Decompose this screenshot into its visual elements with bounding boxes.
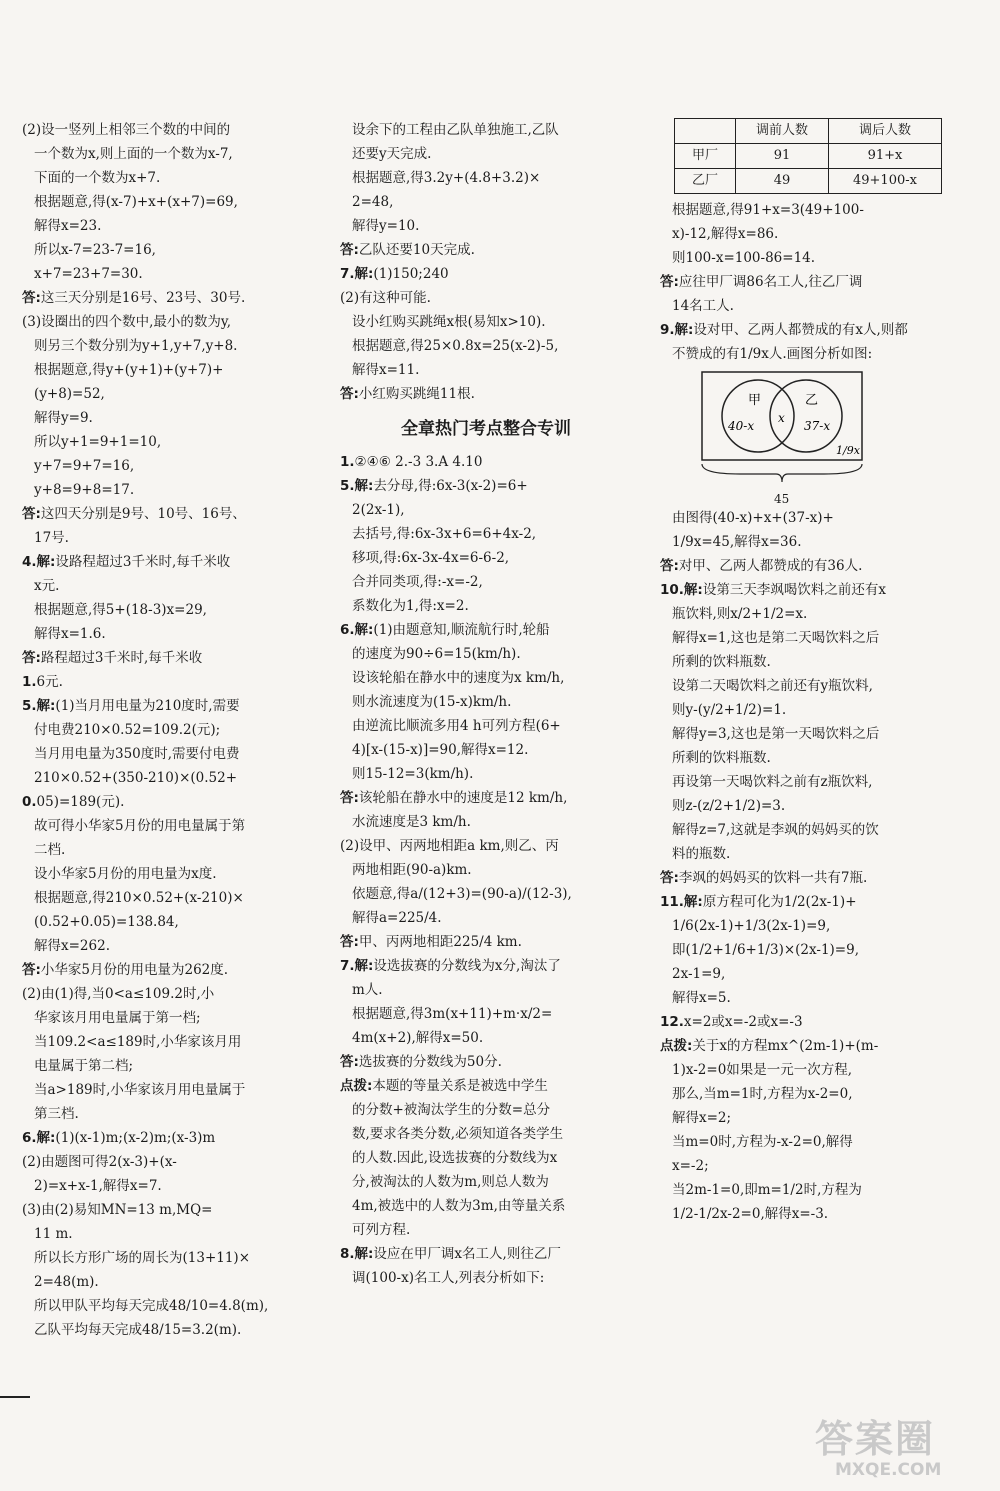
table-cell: 调前人数: [736, 119, 829, 144]
text-line: 答:应往甲厂调86名工人,往乙厂调: [660, 274, 863, 290]
text-line: 第三档.: [34, 1106, 79, 1122]
text-line: 2x-1=9,: [672, 966, 726, 982]
text-line: 4m,被选中的人数为3m,由等量关系: [352, 1198, 566, 1214]
text-line: 则水流速度为(15-x)km/h.: [352, 694, 512, 710]
text-line: 答:选拔赛的分数线为50分.: [340, 1054, 502, 1070]
text-line: 那么,当m=1时,方程为x-2=0,: [672, 1086, 853, 1102]
text-line: 6.解:(1)(x-1)m;(x-2)m;(x-3)m: [22, 1130, 216, 1146]
text-line: 2=48,: [352, 194, 394, 210]
venn-svg: [700, 370, 870, 488]
text-line: 解得x=23.: [34, 218, 102, 234]
text-line: 则100-x=100-86=14.: [672, 250, 816, 266]
text-line: x=-2;: [672, 1158, 709, 1174]
text-line: 的分数+被淘汰学生的分数=总分: [352, 1102, 551, 1118]
text-line: 设小红购买跳绳x根(易知x>10).: [352, 314, 546, 330]
text-line: 答:该轮船在静水中的速度是12 km/h,: [340, 790, 568, 806]
text-line: 下面的一个数为x+7.: [34, 170, 161, 186]
text-line: 所以甲队平均每天完成48/10=4.8(m),: [34, 1298, 269, 1314]
text-line: 依题意,得a/(12+3)=(90-a)/(12-3),: [352, 886, 572, 902]
text-line: 当a>189时,小华家该月用电量属于: [34, 1082, 246, 1098]
text-line: 解得x=2;: [672, 1110, 732, 1126]
text-line: 解得z=7,这就是李飒的妈妈买的饮: [672, 822, 879, 838]
text-line: 则y-(y/2+1/2)=1.: [672, 702, 787, 718]
text-line: 根据题意,得5+(18-3)x=29,: [34, 602, 207, 618]
venn-diagram: [700, 370, 956, 506]
text-line: x+7=23+7=30.: [34, 266, 143, 282]
text-line: 解得x=11.: [352, 362, 420, 378]
text-line: 设第二天喝饮料之前还有y瓶饮料,: [672, 678, 873, 694]
text-line: 即(1/2+1/6+1/3)×(2x-1)=9,: [672, 942, 859, 958]
text-line: 5.解:去分母,得:6x-3(x-2)=6+: [340, 478, 528, 494]
text-line: 不赞成的有1/9x人.画图分析如图:: [672, 346, 873, 362]
text-line: 答:小红购买跳绳11根.: [340, 386, 475, 402]
text-line: 答:对甲、乙两人都赞成的有36人.: [660, 558, 863, 574]
text-line: 一个数为x,则上面的一个数为x-7,: [34, 146, 233, 162]
table-cell: 91+x: [829, 144, 942, 169]
table-row: [675, 144, 942, 169]
venn-label-a: 甲: [748, 393, 762, 408]
text-line: x)-12,解得x=86.: [672, 226, 779, 242]
venn-total: 45: [774, 492, 790, 506]
text-line: 数,要求各类分数,必须知道各类学生: [352, 1126, 564, 1142]
text-line: 两地相距(90-a)km.: [352, 862, 472, 878]
text-line: 去括号,得:6x-3x+6=6+4x-2,: [352, 526, 537, 542]
text-line: 2)=x+x-1,解得x=7.: [34, 1178, 162, 1194]
text-line: 分,被淘汰的人数为m,则总人数为: [352, 1174, 549, 1190]
table-cell: 调后人数: [829, 119, 942, 144]
text-line: 故可得小华家5月份的用电量属于第: [34, 818, 246, 834]
text-line: 1.②④⑥ 2.-3 3.A 4.10: [340, 454, 483, 470]
text-line: 还要y天完成.: [352, 146, 432, 162]
venn-brace: [702, 464, 862, 482]
text-line: 根据题意,得210×0.52+(x-210)×: [34, 890, 244, 906]
worker-distribution-table: [674, 118, 942, 194]
text-line: 根据题意,得y+(y+1)+(y+7)+: [34, 362, 224, 378]
text-line: 的速度为90÷6=15(km/h).: [352, 646, 521, 662]
text-line: 答:李飒的妈妈买的饮料一共有7瓶.: [660, 870, 868, 886]
text-line: 解得x=5.: [672, 990, 731, 1006]
text-line: 解得a=225/4.: [352, 910, 442, 926]
text-line: 瓶饮料,则x/2+1/2=x.: [672, 606, 808, 622]
text-line: 由逆流比顺流多用4 h可列方程(6+: [352, 718, 561, 734]
text-line: 解得y=3,这也是第一天喝饮料之后: [672, 726, 880, 742]
text-line: 二档.: [34, 842, 66, 858]
section-heading: 全章热门考点整合专训: [401, 419, 571, 439]
text-line: m人.: [352, 982, 383, 998]
site-watermark: [815, 1418, 990, 1486]
text-line: 2=48(m).: [34, 1274, 99, 1290]
text-line: 所以y+1=9+1=10,: [34, 434, 162, 450]
text-line: (0.52+0.05)=138.84,: [34, 914, 179, 930]
table-cell: 49+100-x: [829, 169, 942, 194]
text-line: x元.: [34, 578, 60, 594]
text-line: 所剩的饮料瓶数.: [672, 750, 771, 766]
text-line: 当2m-1=0,即m=1/2时,方程为: [672, 1182, 862, 1198]
text-line: 答:乙队还要10天完成.: [340, 242, 475, 258]
text-line: y+8=9+8=17.: [34, 482, 135, 498]
column-right: [660, 118, 956, 1226]
text-line: 所以x-7=23-7=16,: [34, 242, 156, 258]
column-middle: [340, 118, 632, 1290]
text-line: 可列方程.: [352, 1222, 411, 1238]
text-line: 4.解:设路程超过3千米时,每千米收: [22, 554, 231, 570]
table-cell: 乙厂: [675, 169, 736, 194]
text-line: 设余下的工程由乙队单独施工,乙队: [352, 122, 559, 138]
table-row: [675, 169, 942, 194]
text-line: 设该轮船在静水中的速度为x km/h,: [352, 670, 565, 686]
text-line: 点拨:关于x的方程mx^(2m-1)+(m-: [660, 1038, 879, 1054]
text-line: 4m(x+2),解得x=50.: [352, 1030, 484, 1046]
table-cell: 甲厂: [675, 144, 736, 169]
text-line: 则z-(z/2+1/2)=3.: [672, 798, 786, 814]
text-line: 由图得(40-x)+x+(37-x)+: [672, 510, 834, 526]
text-line: (y+8)=52,: [34, 386, 105, 402]
text-line: (2)由(1)得,当0<a≤109.2时,小: [22, 986, 215, 1002]
text-line: 所剩的饮料瓶数.: [672, 654, 771, 670]
text-line: 6.解:(1)由题意知,顺流航行时,轮船: [340, 622, 550, 638]
text-line: 根据题意,得3.2y+(4.8+3.2)×: [352, 170, 541, 186]
text-line: 则另三个数分别为y+1,y+7,y+8.: [34, 338, 238, 354]
text-line: 乙队平均每天完成48/15=3.2(m).: [34, 1322, 242, 1338]
table-cell: 91: [736, 144, 829, 169]
column-left: [22, 118, 280, 1342]
table-cell: 49: [736, 169, 829, 194]
text-line: 210×0.52+(350-210)×(0.52+: [34, 770, 238, 786]
text-line: 合并同类项,得:-x=-2,: [352, 574, 483, 590]
text-line: 11 m.: [34, 1226, 73, 1242]
text-line: 根据题意,得(x-7)+x+(x+7)=69,: [34, 194, 238, 210]
text-line: 解得y=10.: [352, 218, 420, 234]
text-line: 答:小华家5月份的用电量为262度.: [22, 962, 229, 978]
text-line: 根据题意,得91+x=3(49+100-: [672, 202, 864, 218]
text-line: 根据题意,得3m(x+11)+m·x/2=: [352, 1006, 553, 1022]
text-line: 14名工人.: [672, 298, 734, 314]
text-line: 解得x=1.6.: [34, 626, 106, 642]
text-line: 解得x=1,这也是第二天喝饮料之后: [672, 630, 880, 646]
venn-region-both: x: [778, 411, 785, 425]
text-line: (2)有这种可能.: [340, 290, 431, 306]
text-line: 1.6元.: [22, 674, 63, 690]
text-line: 7.解:(1)150;240: [340, 266, 449, 282]
text-line: 17号.: [34, 530, 69, 546]
page-footer-rule: [0, 1396, 30, 1398]
text-line: 解得y=9.: [34, 410, 93, 426]
text-line: 华家该月用电量属于第一档;: [34, 1010, 201, 1026]
text-line: 2(2x-1),: [352, 502, 405, 518]
text-line: 答:这三天分别是16号、23号、30号.: [22, 290, 246, 306]
text-line: (3)由(2)易知MN=13 m,MQ=: [22, 1202, 213, 1218]
text-line: 设小华家5月份的用电量为x度.: [34, 866, 217, 882]
watermark-url: MXQE.COM: [835, 1460, 942, 1480]
text-line: 12.x=2或x=-2或x=-3: [660, 1014, 803, 1030]
text-line: 8.解:设应在甲厂调x名工人,则往乙厂: [340, 1246, 561, 1262]
text-line: 1/2-1/2x-2=0,解得x=-3.: [672, 1206, 829, 1222]
text-line: 的人数.因此,设选拔赛的分数线为x: [352, 1150, 558, 1166]
text-line: 答:这四天分别是9号、10号、16号、: [22, 506, 246, 522]
text-line: 5.解:(1)当月用电量为210度时,需要: [22, 698, 240, 714]
text-line: 料的瓶数.: [672, 846, 731, 862]
text-line: 再设第一天喝饮料之前有z瓶饮料,: [672, 774, 873, 790]
text-line: 付电费210×0.52=109.2(元);: [34, 722, 221, 738]
text-line: (2)设甲、丙两地相距a km,则乙、丙: [340, 838, 559, 854]
text-line: 根据题意,得25×0.8x=25(x-2)-5,: [352, 338, 559, 354]
text-line: 1/6(2x-1)+1/3(2x-1)=9,: [672, 918, 831, 934]
answers-9-12: [660, 506, 956, 1226]
venn-region-b-only: 37-x: [804, 419, 831, 433]
text-line: (2)由题图可得2(x-3)+(x-: [22, 1154, 177, 1170]
text-line: 0.05)=189(元).: [22, 794, 125, 810]
text-line: y+7=9+7=16,: [34, 458, 135, 474]
text-line: 当月用电量为350度时,需要付电费: [34, 746, 240, 762]
table-cell: [675, 119, 736, 144]
text-line: (2)设一竖列上相邻三个数的中间的: [22, 122, 231, 138]
text-line: 解得x=262.: [34, 938, 110, 954]
text-line: (3)设圈出的四个数中,最小的数为y,: [22, 314, 232, 330]
answers-8-9: [660, 198, 956, 366]
text-line: 电量属于第二档;: [34, 1058, 134, 1074]
text-line: 答:路程超过3千米时,每千米收: [22, 650, 203, 666]
text-line: 系数化为1,得:x=2.: [352, 598, 469, 614]
text-line: 调(100-x)名工人,列表分析如下:: [352, 1270, 545, 1286]
venn-region-neither: 1/9x: [836, 444, 860, 457]
text-line: 当109.2<a≤189时,小华家该月用: [34, 1034, 242, 1050]
side-stamp-decoration: [0, 820, 40, 1420]
text-line: 9.解:设对甲、乙两人都赞成的有x人,则都: [660, 322, 908, 338]
text-line: 1)x-2=0如果是一元一次方程,: [672, 1062, 853, 1078]
text-line: 11.解:原方程可化为1/2(2x-1)+: [660, 894, 857, 910]
text-line: 4)[x-(15-x)]=90,解得x=12.: [352, 742, 529, 758]
text-line: 1/9x=45,解得x=36.: [672, 534, 802, 550]
table-row: [675, 119, 942, 144]
text-line: 则15-12=3(km/h).: [352, 766, 474, 782]
venn-region-a-only: 40-x: [728, 419, 755, 433]
text-line: 当m=0时,方程为-x-2=0,解得: [672, 1134, 853, 1150]
venn-label-b: 乙: [805, 393, 819, 408]
text-line: 所以长方形广场的周长为(13+11)×: [34, 1250, 251, 1266]
text-line: 7.解:设选拔赛的分数线为x分,淘汰了: [340, 958, 561, 974]
text-line: 点拨:本题的等量关系是被选中学生: [340, 1078, 548, 1094]
text-line: 10.解:设第三天李飒喝饮料之前还有x: [660, 582, 886, 598]
text-line: 答:甲、丙两地相距225/4 km.: [340, 934, 522, 950]
text-line: 水流速度是3 km/h.: [352, 814, 471, 830]
watermark-logo: 答案圈: [815, 1417, 936, 1461]
text-line: 移项,得:6x-3x-4x=6-6-2,: [352, 550, 510, 566]
